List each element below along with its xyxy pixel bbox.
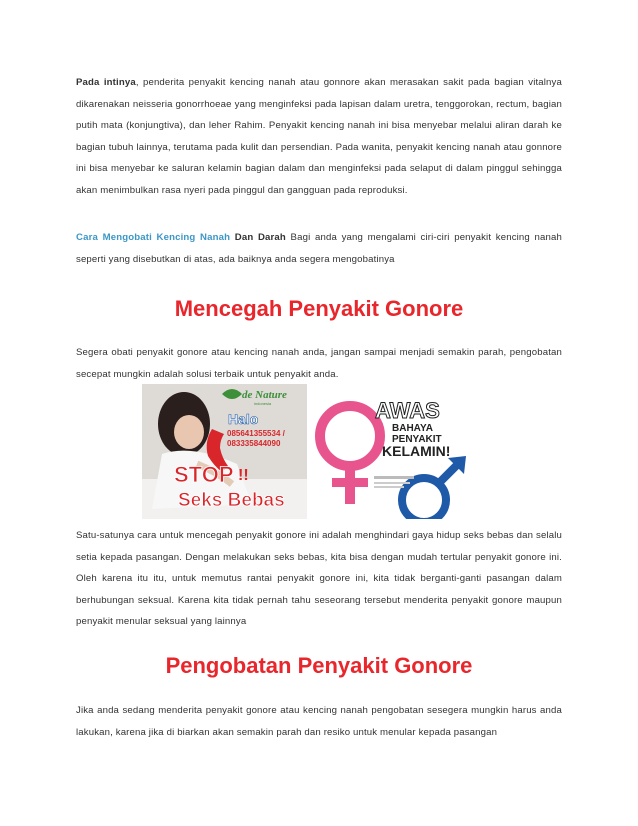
cara-mengobati-link[interactable]: Cara Mengobati Kencing Nanah [76, 232, 231, 243]
lead-bold-text: Pada intinya [76, 77, 136, 88]
kelamin-text: KELAMIN! [382, 443, 451, 459]
bahaya-text: BAHAYA [392, 423, 433, 434]
penyakit-text: PENYAKIT [392, 434, 442, 445]
paragraph-jika: Jika anda sedang menderita penyakit gonore atau kencing nanah pengobatan sesegera mungkin harus anda lakukan, karena jika di biarkan akan semakin parah dan resiko untuk menular kepada pasangan [76, 705, 562, 738]
paragraph-link [76, 227, 562, 270]
brand-name: de Nature [242, 389, 287, 401]
paragraph-intro [76, 72, 562, 201]
paragraph-link-text: Bagi anda yang mengalami ciri-ciri penyakit kencing nanah seperti yang disebutkan di atas, ada baiknya anda segera mengobatinya [76, 232, 562, 265]
paragraph-intro-text: , penderita penyakit kencing nanah atau gonnore akan merasakan sakit pada bagian vitalnya dikarenakan neisseria gonorrhoeae yang menginfeksi pada lapisan dalam uretra, tenggorokan, rectum, bagian putih mata (konjungtiva), dan leher Rahim. Penyakit kencing nanah ini bisa menyebar melalui aliran darah ke bagian tubuh lainnya, terutama pada kulit dan persendian. Pada wanita, penyakit kencing nanah atau gonnore ini bisa menyebar ke saluran kelamin bagian dalam dan menginfeksi pada selaput di dalam pinggul sehingga akan menimbulkan rasa nyeri pada pinggul dan gangguan pada reproduksi. [76, 77, 562, 196]
exclaim-text: !! [238, 467, 249, 484]
dan-darah-bold: Dan Darah [234, 232, 286, 243]
phone-number-1: 085641355534 / [227, 429, 285, 438]
halo-text: Halo [228, 411, 259, 427]
brand-sub: indonesia [254, 401, 272, 406]
awas-text: AWAS [375, 398, 440, 423]
stop-text: STOP [174, 462, 234, 487]
heading-mencegah: Mencegah Penyakit Gonore [174, 296, 464, 321]
heading-pengobatan: Pengobatan Penyakit Gonore [165, 653, 473, 678]
banner-image [142, 384, 471, 519]
paragraph-segera: Segera obati penyakit gonore atau kencing nanah anda, jangan sampai menjadi semakin parah, pengobatan secepat mungkin adalah solusi terbaik untuk penyakit anda. [76, 347, 562, 380]
phone-number-2: 083335844090 [227, 439, 281, 448]
paragraph-satu-satunya: Satu-satunya cara untuk mencegah penyakit gonore ini adalah menghindari gaya hidup seks bebas dan selalu setia kepada pasangan. Dengan melakukan seks bebas, kita bisa dengan mudah tertular penyakit gonore ini. Oleh karena itu itu, untuk memutus rantai penyakit gonore ini, kita tidak berganti-ganti pasangan dalam berhubungan seksual. Karena kita tidak pernah tahu seseorang tersebut menderita penyakit gonore maupun penyakit menular seksual yang lainnya [76, 530, 562, 627]
seks-bebas-text: Seks Bebas [178, 490, 285, 511]
